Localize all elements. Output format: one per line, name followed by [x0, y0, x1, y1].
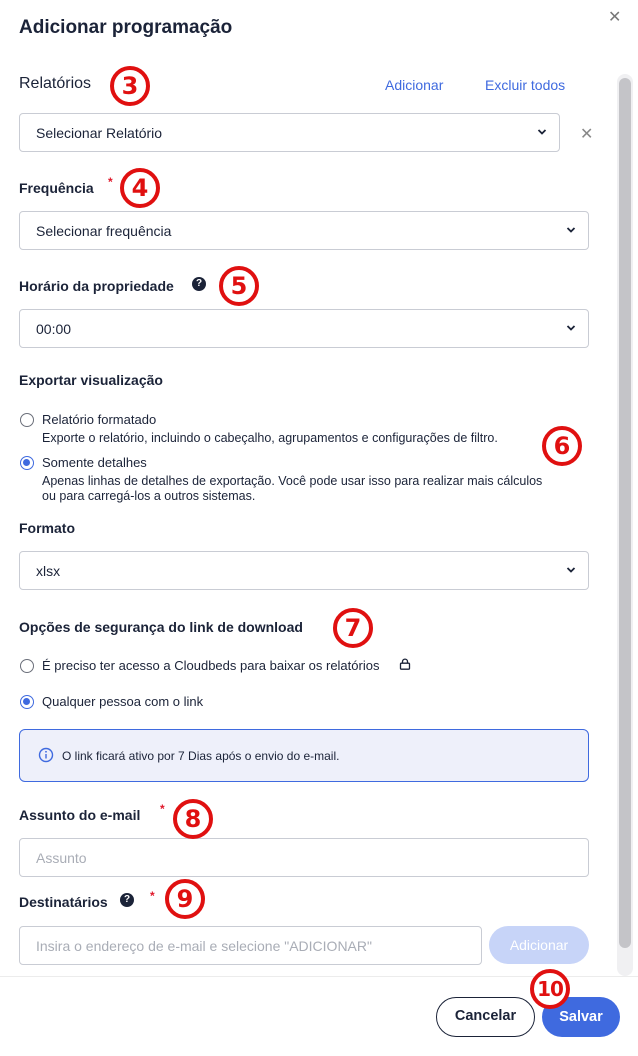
scrollbar-thumb[interactable] — [619, 78, 631, 948]
details-only-description-line2: ou para carregá-los a outros sistemas. — [42, 489, 256, 503]
scrollbar[interactable] — [617, 74, 633, 976]
property-time-select[interactable] — [19, 309, 589, 348]
reports-label: Relatórios — [19, 75, 92, 92]
details-only-label: Somente detalhes — [42, 455, 147, 470]
chevron-down-icon — [566, 225, 576, 235]
format-label: Formato — [19, 520, 75, 536]
info-message-box — [19, 729, 589, 782]
required-mark: * — [150, 889, 155, 903]
info-icon — [38, 747, 54, 763]
details-only-description-line1: Apenas linhas de detalhes de exportação. Você pode usar isso para realizar mais cálculos — [42, 474, 543, 488]
chevron-down-icon — [537, 127, 547, 137]
add-recipient-button[interactable]: Adicionar — [489, 926, 589, 964]
help-icon[interactable]: ? — [192, 277, 206, 291]
report-select[interactable] — [19, 113, 560, 152]
add-report-link[interactable]: Adicionar — [385, 77, 444, 93]
required-mark: * — [108, 175, 113, 189]
frequency-select-value: Selecionar frequência — [36, 223, 172, 239]
remove-report-icon[interactable]: ✕ — [580, 126, 594, 143]
recipients-label: Destinatários — [19, 894, 108, 910]
cancel-button[interactable]: Cancelar — [436, 997, 535, 1037]
email-subject-input[interactable] — [19, 838, 589, 877]
annotation-badge-3: 3 — [110, 66, 150, 106]
lock-icon — [399, 658, 411, 670]
save-button[interactable]: Salvar — [542, 997, 620, 1037]
chevron-down-icon — [566, 323, 576, 333]
chevron-down-icon — [566, 565, 576, 575]
formatted-report-label: Relatório formatado — [42, 412, 157, 427]
info-text: O link ficará ativo por 7 Dias após o envio do e-mail. — [62, 749, 340, 763]
report-select-value: Selecionar Relatório — [36, 125, 163, 141]
frequency-label: Frequência — [19, 180, 94, 196]
annotation-badge-9: 9 — [165, 879, 205, 919]
details-only-radio[interactable] — [20, 456, 34, 470]
export-view-label: Exportar visualização — [19, 372, 163, 388]
recipient-email-input[interactable] — [19, 926, 482, 965]
help-icon[interactable]: ? — [120, 893, 134, 907]
download-security-label: Opções de segurança do link de download — [19, 619, 303, 635]
anyone-with-link-radio[interactable] — [20, 695, 34, 709]
annotation-badge-7: 7 — [333, 608, 373, 648]
close-icon[interactable]: ✕ — [608, 9, 622, 26]
annotation-badge-5: 5 — [219, 266, 259, 306]
anyone-with-link-label: Qualquer pessoa com o link — [42, 694, 204, 709]
remove-all-reports-link[interactable]: Excluir todos — [485, 77, 566, 93]
formatted-report-radio[interactable] — [20, 413, 34, 427]
annotation-badge-6: 6 — [542, 426, 582, 466]
cloudbeds-access-label: É preciso ter acesso a Cloudbeds para baixar os relatórios — [42, 658, 380, 673]
dialog-title: Adicionar programação — [19, 17, 233, 38]
formatted-report-description: Exporte o relatório, incluindo o cabeçalho, agrupamentos e configurações de filtro. — [42, 431, 498, 445]
email-subject-label: Assunto do e-mail — [19, 807, 141, 823]
format-select[interactable] — [19, 551, 589, 590]
property-time-label: Horário da propriedade — [19, 278, 174, 294]
format-select-value: xlsx — [36, 563, 61, 579]
annotation-badge-4: 4 — [120, 168, 160, 208]
annotation-badge-10: 10 — [530, 969, 570, 1009]
annotation-badge-8: 8 — [173, 799, 213, 839]
frequency-select[interactable] — [19, 211, 589, 250]
required-mark: * — [160, 802, 165, 816]
property-time-value: 00:00 — [36, 321, 72, 337]
cloudbeds-access-radio[interactable] — [20, 659, 34, 673]
